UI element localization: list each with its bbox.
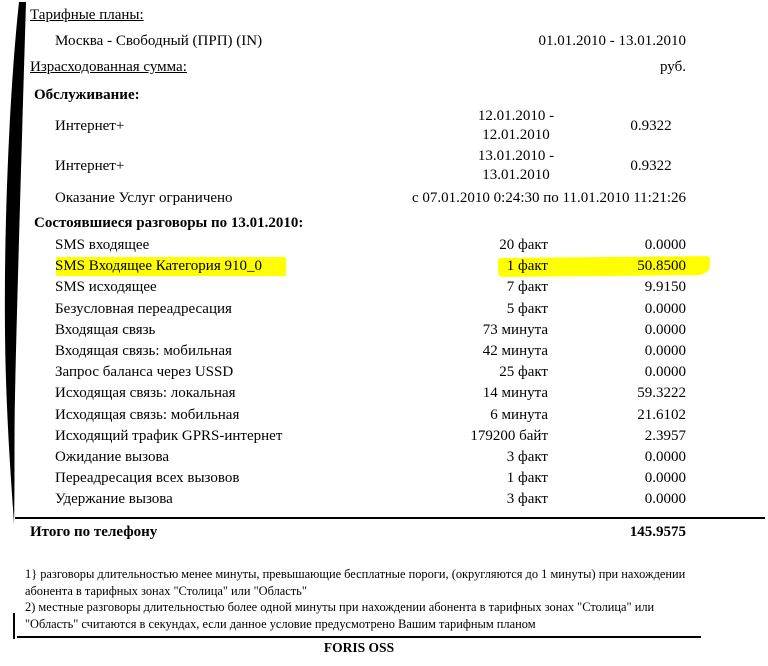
call-row-amount: 2.3957 (644, 427, 686, 444)
call-row-quantity: 42 минута (482, 342, 548, 359)
tariff-plan-period: 01.01.2010 - 13.01.2010 (538, 33, 686, 49)
call-row (55, 256, 686, 277)
call-row (55, 383, 686, 404)
service-row-period: с 07.01.2010 0:24:30 по 11.01.2010 11:21:26 (412, 190, 686, 206)
call-row-label: Переадресация всех вызовов (55, 470, 240, 487)
service-section-title: Обслуживание: (34, 87, 140, 103)
call-row-amount: 0.0000 (644, 342, 686, 359)
call-row-quantity: 3 факт (506, 491, 548, 508)
call-row-quantity: 7 факт (506, 279, 548, 296)
service-row-amount: 0.9322 (630, 157, 672, 174)
tariff-plans-heading-row (30, 6, 686, 25)
service-row (55, 189, 686, 208)
footer-system-name: FORIS OSS (323, 640, 395, 656)
footnotes (25, 566, 693, 632)
call-row-quantity: 6 минута (490, 406, 548, 423)
footnote: 1} разговоры длительностью менее минуты, превышающие бесплатные пороги, (округляются до 1 минуты) при нахождении абонента в тарифных зонах "Столица" или "Область" (25, 567, 686, 598)
service-row-period (416, 147, 616, 185)
call-row-label: SMS исходящее (55, 279, 157, 296)
total-amount: 145.9575 (629, 524, 686, 541)
footer-divider (17, 636, 701, 638)
service-rows (0, 107, 768, 208)
total-row (30, 522, 686, 542)
call-row-label: SMS Входящее Категория 910_0 (55, 258, 262, 275)
call-row (55, 468, 686, 489)
call-row (55, 447, 686, 468)
call-row-amount: 0.0000 (644, 300, 686, 317)
tariff-plans-heading: Тарифные планы: (30, 7, 144, 23)
call-row-amount: 59.3222 (637, 385, 686, 402)
service-row-amount: 0.9322 (630, 117, 672, 134)
call-row-amount: 9.9150 (644, 279, 686, 296)
call-row (55, 299, 686, 320)
call-row (55, 235, 686, 256)
call-row-amount: 0.0000 (644, 364, 686, 381)
tariff-plan-row (30, 32, 686, 51)
call-row-amount: 21.6102 (637, 406, 686, 423)
service-row (55, 147, 686, 185)
call-row-label: Входящая связь: мобильная (55, 342, 232, 359)
call-row (55, 405, 686, 426)
currency-label: руб. (660, 59, 686, 75)
call-row-amount: 0.0000 (644, 470, 686, 487)
call-row-quantity: 1 факт (506, 258, 548, 275)
service-row-label: Интернет+ (55, 117, 125, 134)
calls-section-title: Состоявшиеся разговоры по 13.01.2010: (34, 215, 304, 231)
call-row-label: Исходящая связь: мобильная (55, 406, 240, 423)
service-row-label: Интернет+ (55, 157, 125, 174)
call-row-quantity: 14 минута (482, 385, 548, 402)
call-row-label: Входящая связь (55, 321, 156, 338)
call-row-amount: 0.0000 (644, 237, 686, 253)
call-row (55, 277, 686, 298)
call-row-quantity: 73 минута (482, 321, 548, 338)
call-row-quantity: 5 факт (506, 300, 548, 317)
spent-sum-heading: Израсходованная сумма: (30, 59, 187, 75)
call-row-label: Удержание вызова (55, 491, 173, 508)
call-row-quantity: 20 факт (499, 237, 548, 253)
call-row-label: Исходящий трафик GPRS-интернет (55, 427, 283, 444)
call-row (55, 320, 686, 341)
call-row (55, 489, 686, 510)
call-row-quantity: 25 факт (499, 364, 548, 381)
call-rows (0, 235, 768, 510)
service-row-period-line2: 12.01.2010 (482, 127, 550, 143)
call-row-amount: 50.8500 (637, 258, 686, 275)
service-row-label: Оказание Услуг ограничено (55, 190, 233, 206)
total-divider (15, 517, 765, 519)
call-row-label: Безусловная переадресация (55, 300, 232, 317)
service-row-period-line1: 13.01.2010 - (477, 148, 555, 164)
call-row (55, 341, 686, 362)
call-row-label: SMS входящее (55, 237, 150, 253)
call-row-label: Запрос баланса через USSD (55, 364, 234, 381)
total-label: Итого по телефону (30, 524, 158, 541)
call-row-amount: 0.0000 (644, 448, 686, 465)
call-row-label: Исходящая связь: локальная (55, 385, 236, 402)
service-row-period-line2: 13.01.2010 (482, 167, 550, 183)
call-row (55, 362, 686, 383)
service-row-period (416, 107, 616, 145)
call-row-quantity: 1 факт (506, 470, 548, 487)
call-row-quantity: 3 факт (506, 448, 548, 465)
call-row (55, 426, 686, 447)
spent-sum-row (30, 58, 686, 77)
call-row-quantity: 179200 байт (470, 427, 548, 444)
call-row-label: Ожидание вызова (55, 448, 170, 465)
tariff-plan-name: Москва - Свободный (ПРП) (IN) (55, 33, 263, 49)
service-row-period-line1: 12.01.2010 - (477, 108, 555, 124)
call-row-amount: 0.0000 (644, 321, 686, 338)
call-row-amount: 0.0000 (644, 491, 686, 508)
service-row (55, 107, 686, 145)
footnote: 2) местные разговоры длительностью более одной минуты при нахождении абонента в тарифных зонах "Столица" или "Область" считаются в секундах, если данное условие предусмотрено Вашим тарифным планом (25, 600, 655, 631)
